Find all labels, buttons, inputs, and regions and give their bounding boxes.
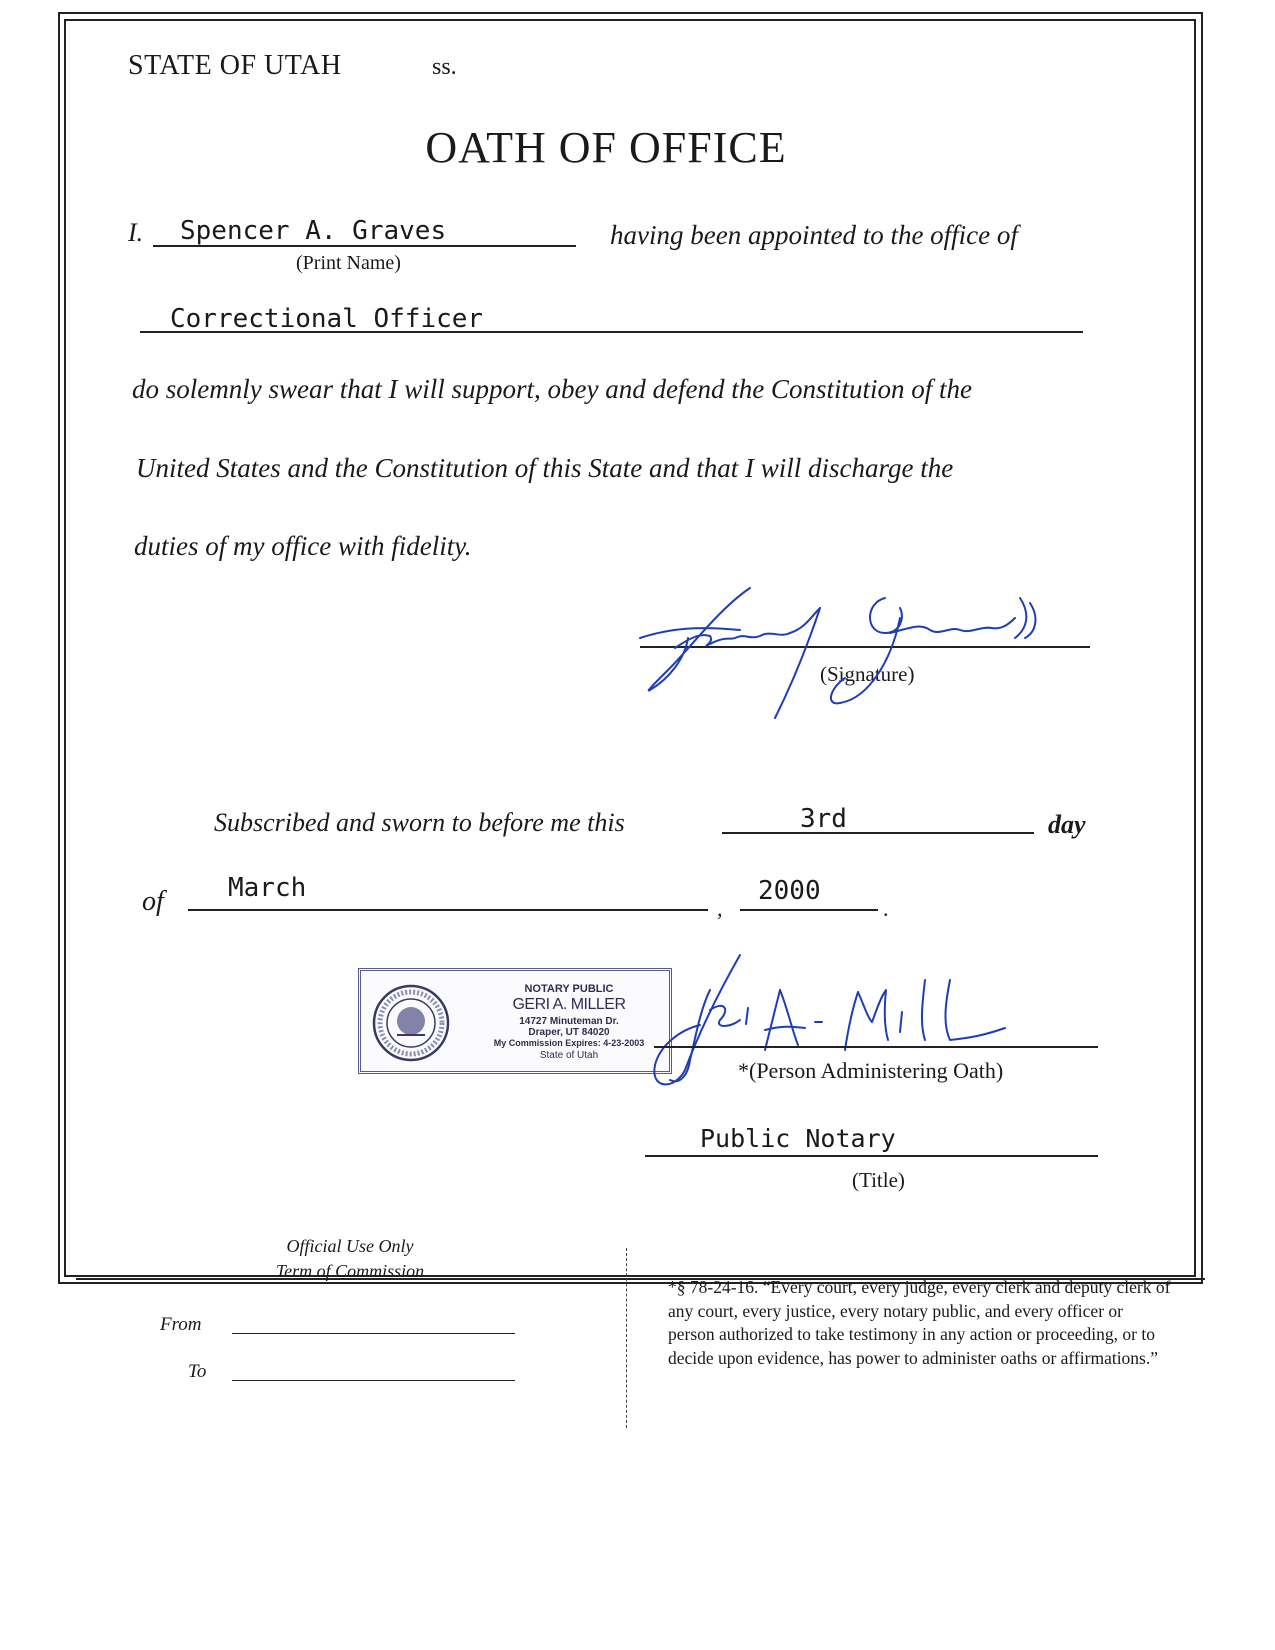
signature-spencer-graves [630, 578, 1050, 728]
month-value: March [228, 873, 307, 903]
administrator-underline [654, 1046, 1098, 1048]
year-period: . [883, 896, 889, 921]
day-value: 3rd [800, 804, 847, 834]
stamp-commission: My Commission Expires: 4-23-2003 [493, 1038, 645, 1048]
ss-label: ss. [432, 54, 457, 80]
stamp-notary-public: NOTARY PUBLIC [524, 983, 614, 995]
month-underline [188, 909, 708, 911]
year-value: 2000 [758, 876, 821, 906]
sworn-text: Subscribed and sworn to before me this [214, 808, 625, 837]
appointed-text: having been appointed to the office of [610, 220, 1018, 250]
page-title: OATH OF OFFICE [425, 123, 787, 172]
office-value: Correctional Officer [170, 304, 484, 334]
office-underline [140, 331, 1083, 333]
official-use-heading: Official Use Only [286, 1236, 414, 1256]
from-label: From [160, 1314, 202, 1335]
stamp-address2: Draper, UT 84020 [528, 1027, 610, 1038]
from-field-line [232, 1333, 515, 1334]
title-value: Public Notary [700, 1124, 896, 1153]
stamp-address1: 14727 Minuteman Dr. [519, 1016, 619, 1027]
of-label: of [142, 886, 164, 917]
oath-body-line1: do solemnly swear that I will support, obey and defend the Constitution of the [132, 374, 972, 404]
signature-label: (Signature) [820, 662, 915, 686]
year-underline [740, 909, 878, 911]
stamp-state: State of Utah [539, 1050, 599, 1061]
name-underline [153, 245, 576, 247]
footer-divider [626, 1248, 627, 1428]
oath-body-line2: United States and the Constitution of this State and that I will discharge the [136, 453, 954, 483]
name-value: Spencer A. Graves [180, 216, 447, 246]
to-field-line [232, 1380, 515, 1381]
term-of-commission-heading: Term of Commission [275, 1261, 425, 1281]
title-underline [645, 1155, 1098, 1157]
statute-footnote: *§ 78-24-16. “Every court, every judge, every clerk and deputy clerk of any court, every justice, every notary public, and every officer or person authorized to take testimony in any action or proceeding, or to decide upon evidence, has power to administer oaths or affirmations.” [668, 1277, 1171, 1368]
notary-stamp [358, 968, 672, 1074]
month-comma: , [717, 896, 723, 921]
day-label: day [1048, 810, 1086, 839]
to-label: To [188, 1361, 207, 1382]
title-label: (Title) [852, 1168, 905, 1192]
oath-body-line3: duties of my office with fidelity. [134, 531, 472, 561]
great-seal-icon [369, 983, 453, 1063]
state-heading: STATE OF UTAH [128, 50, 342, 81]
administrator-label: *(Person Administering Oath) [738, 1058, 1004, 1083]
day-underline [722, 832, 1034, 834]
print-name-label: (Print Name) [296, 252, 401, 274]
i-prefix: I. [128, 218, 144, 247]
stamp-name: GERI A. MILLER [512, 996, 626, 1013]
